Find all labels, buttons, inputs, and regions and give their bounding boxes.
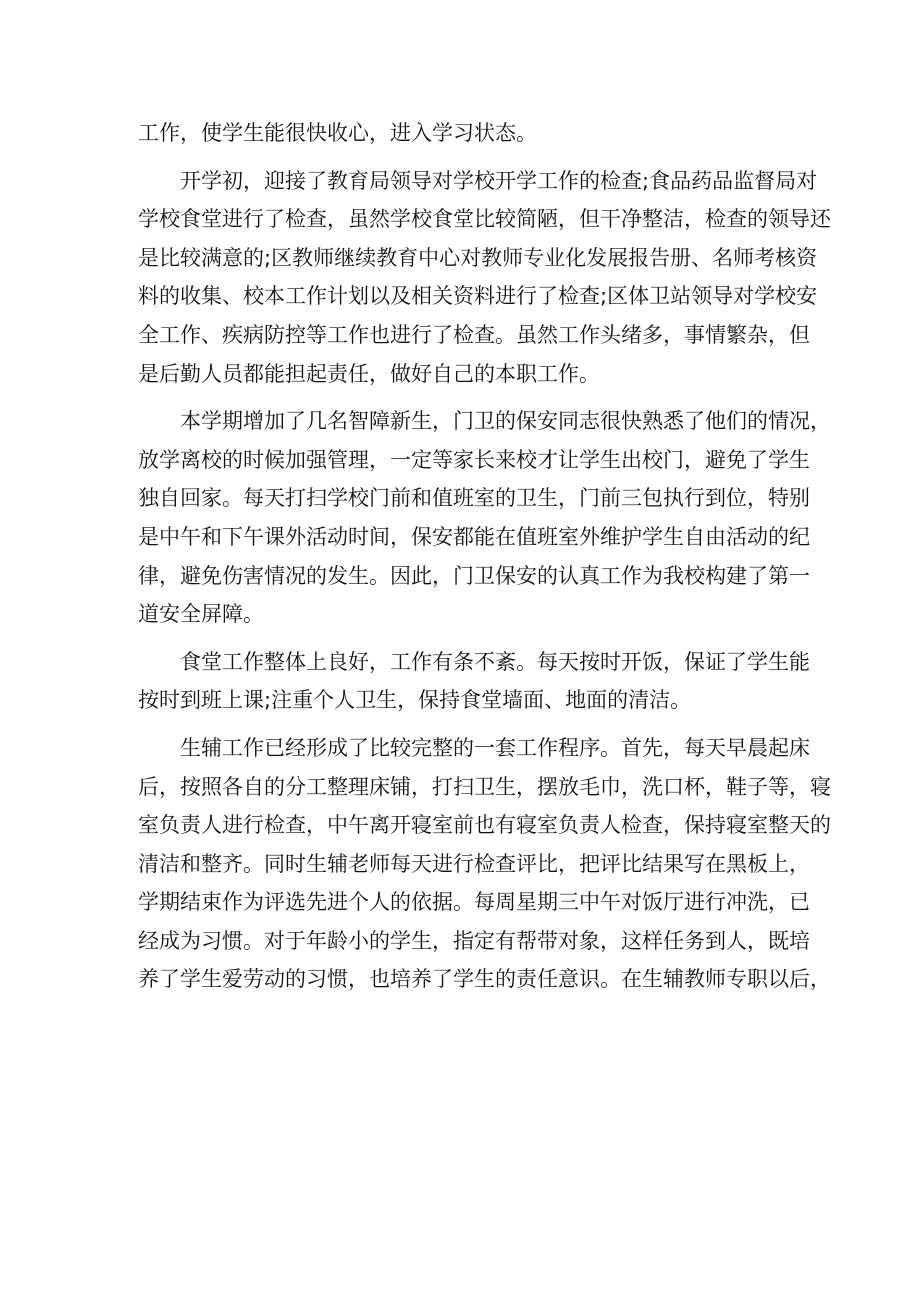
text-line: 是比较满意的;区教师继续教育中心对教师专业化发展报告册、名师考核资 bbox=[138, 245, 818, 270]
paragraph-4 bbox=[138, 643, 810, 720]
text-line: 学校食堂进行了检查，虽然学校食堂比较简陋，但干净整洁，检查的领导还 bbox=[138, 207, 831, 232]
paragraph-3 bbox=[138, 402, 831, 634]
text-line: 后，按照各自的分工整理床铺，打扫卫生，摆放毛巾，洗口杯，鞋子等，寝 bbox=[138, 774, 831, 799]
text-line: 食堂工作整体上良好，工作有条不紊。每天按时开饭，保证了学生能 bbox=[180, 649, 810, 674]
text-line: 放学离校的时候加强管理，一定等家长来校才让学生出校门，避免了学生 bbox=[138, 447, 810, 472]
text-line: 开学初，迎接了教育局领导对学校开学工作的检查;食品药品监督局对 bbox=[180, 168, 818, 193]
text-line: 学期结束作为评选先进个人的依据。每周星期三中午对饭厅进行冲洗，已 bbox=[138, 890, 810, 915]
paragraph-5 bbox=[138, 729, 831, 999]
text-line: 按时到班上课;注重个人卫生，保持食堂墙面、地面的清洁。 bbox=[138, 688, 692, 713]
paragraph-2 bbox=[138, 162, 831, 394]
document-body bbox=[138, 114, 831, 999]
text-line: 工作，使学生能很快收心，进入学习状态。 bbox=[138, 121, 537, 145]
text-line: 是后勤人员都能担起责任，做好自己的本职工作。 bbox=[138, 361, 600, 386]
text-line: 律，避免伤害情况的发生。因此，门卫保安的认真工作为我校构建了第一 bbox=[138, 563, 810, 588]
text-line: 全工作、疾病防控等工作也进行了检查。虽然工作头绪多，事情繁杂，但 bbox=[138, 322, 810, 347]
text-line: 清洁和整齐。同时生辅老师每天进行检查评比，把评比结果写在黑板上， bbox=[138, 851, 810, 876]
text-line: 道安全屏障。 bbox=[138, 602, 264, 627]
text-line: 是中午和下午课外活动时间，保安都能在值班室外维护学生自由活动的纪 bbox=[138, 524, 810, 549]
text-line: 室负责人进行检查，中午离开寝室前也有寝室负责人检查，保持寝室整天的 bbox=[138, 813, 831, 838]
text-line: 养了学生爱劳动的习惯，也培养了学生的责任意识。在生辅教师专职以后， bbox=[138, 967, 831, 992]
text-line: 料的收集、校本工作计划以及相关资料进行了检查;区体卫站领导对学校安 bbox=[138, 284, 818, 309]
text-line: 生辅工作已经形成了比较完整的一套工作程序。首先，每天早晨起床 bbox=[180, 735, 810, 760]
text-line: 独自回家。每天打扫学校门前和值班室的卫生，门前三包执行到位，特别 bbox=[138, 486, 810, 511]
paragraph-1 bbox=[138, 114, 798, 153]
text-line: 本学期增加了几名智障新生，门卫的保安同志很快熟悉了他们的情况， bbox=[180, 409, 831, 434]
text-line: 经成为习惯。对于年龄小的学生，指定有帮带对象，这样任务到人，既培 bbox=[138, 928, 810, 953]
